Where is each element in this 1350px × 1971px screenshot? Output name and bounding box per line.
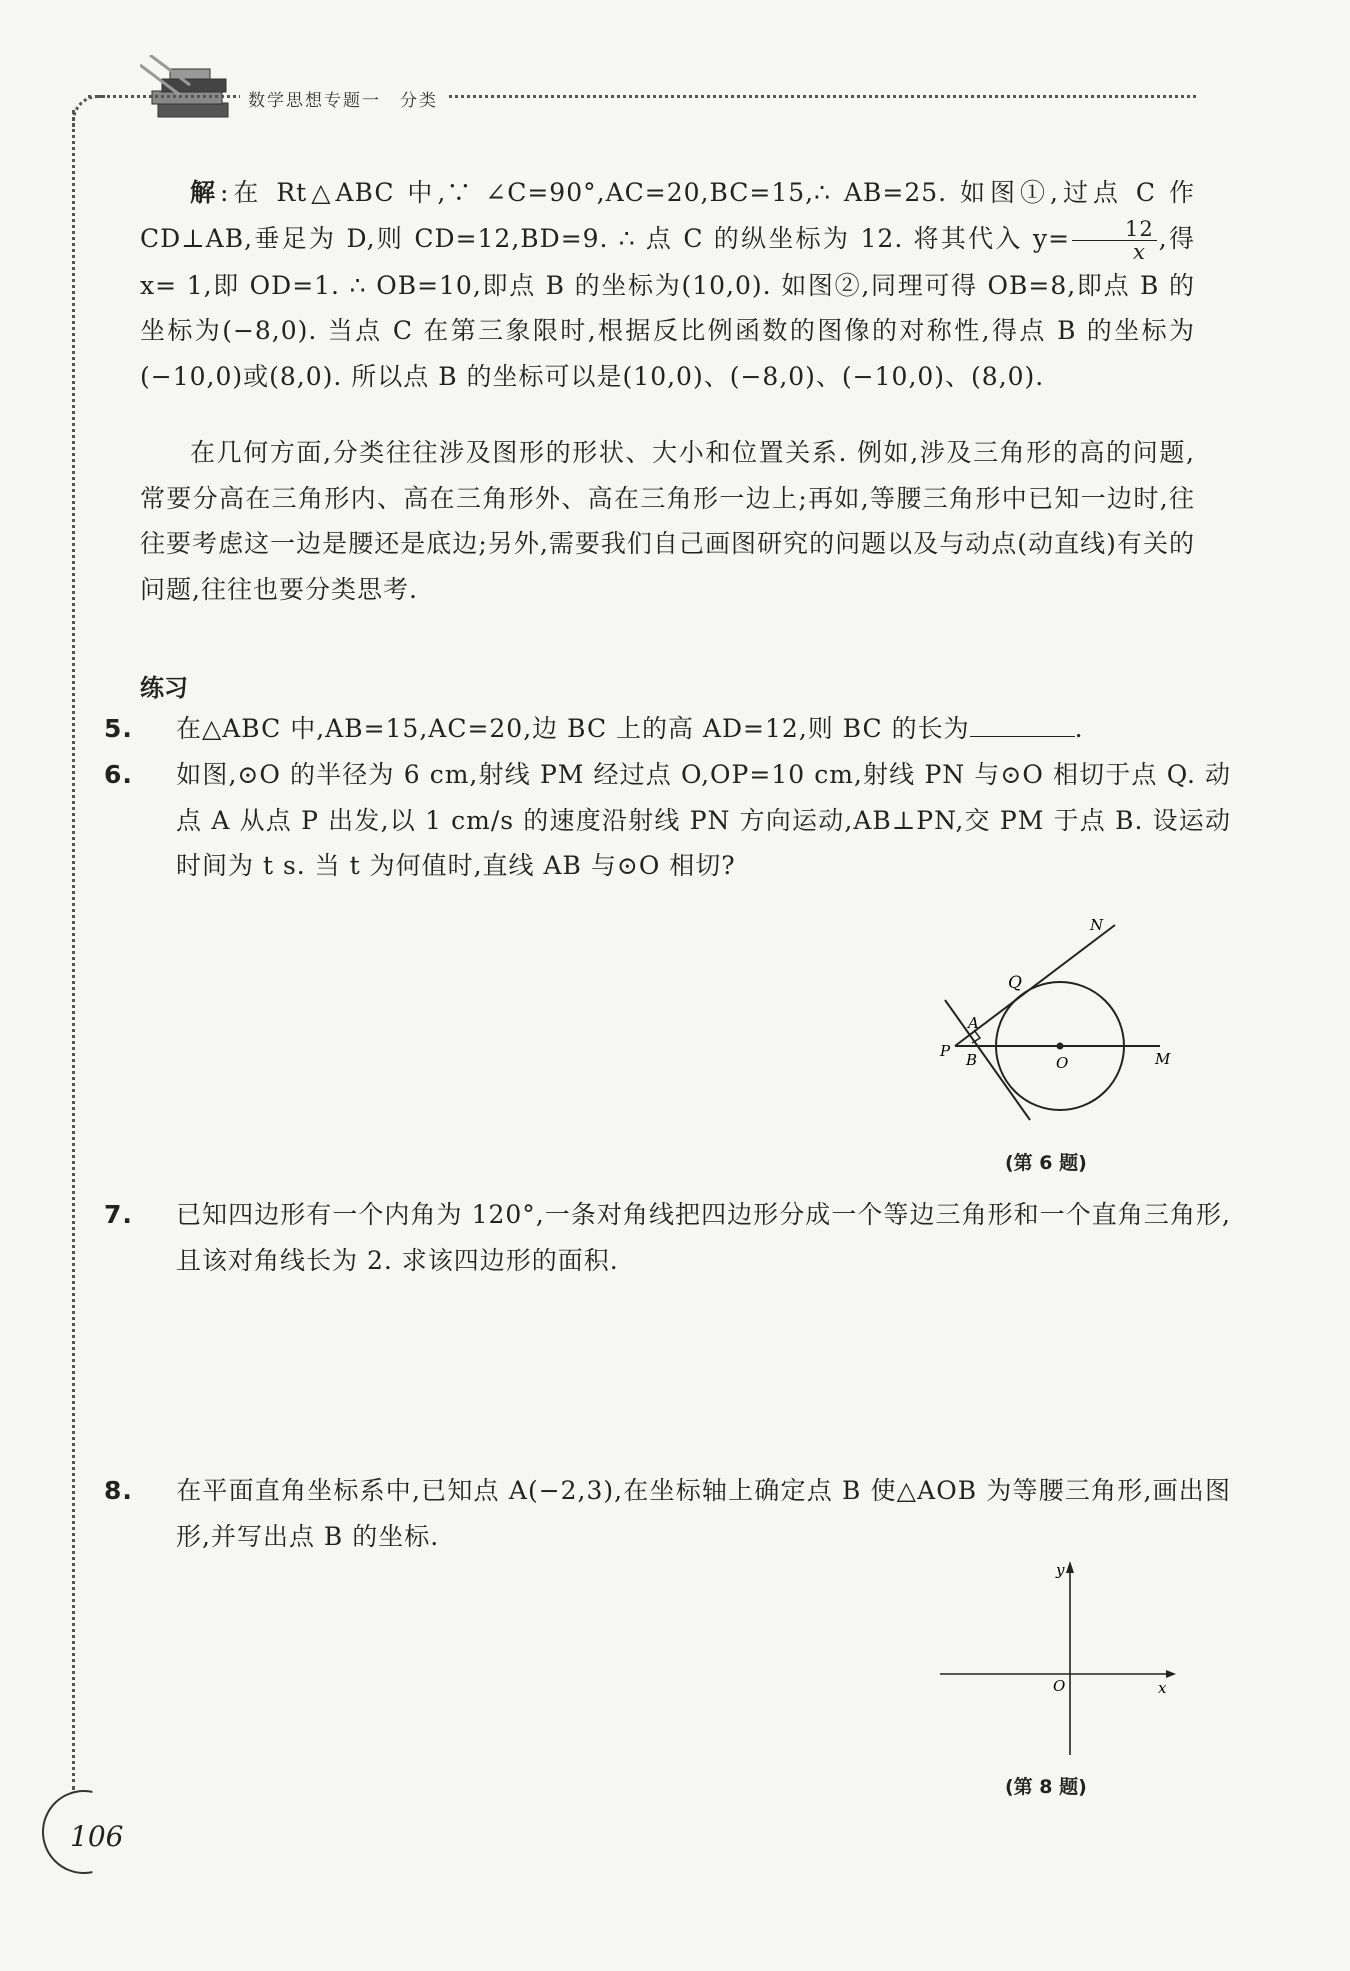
geometry-paragraph: 在几何方面,分类往往涉及图形的形状、大小和位置关系. 例如,涉及三角形的高的问题,常要分高在三角形内、高在三角形外、高在三角形一边上;再如,等腰三角形中已知一边时,往往要考虑这一边是腰还是底边;另外,需要我们自己画图研究的问题以及与动点(动直线)有关的问题,往往也要分类思考. <box>140 438 1195 604</box>
question-8 <box>104 1468 1231 1559</box>
question-text: 在平面直角坐标系中,已知点 A(−2,3),在坐标轴上确定点 B 使△AOB 为等腰三角形,画出图形,并写出点 B 的坐标. <box>176 1476 1231 1551</box>
question-tail: . <box>1074 714 1084 743</box>
question-number: 5. <box>104 714 133 743</box>
line-ab <box>945 1000 1030 1120</box>
solution-line-1: :在 Rt△ABC 中,∵ ∠C=90°,AC=20,BC=15,∴ AB=25. 如图①,过点 C 作 <box>220 178 1195 207</box>
y-axis-arrow-icon <box>1066 1561 1074 1573</box>
exercise-title: 练习 <box>140 674 188 702</box>
question-5 <box>104 706 1231 752</box>
question-text: 已知四边形有一个内角为 120°,一条对角线把四边形分成一个等边三角形和一个直角三角形,且该对角线长为 2. 求该四边形的面积. <box>176 1200 1231 1275</box>
running-header: 数学思想专题一 分类 <box>240 86 446 111</box>
solution-paragraph <box>140 170 1195 399</box>
label-a: A <box>968 1014 979 1032</box>
label-x: x <box>1158 1679 1167 1697</box>
page-number: 106 <box>70 1820 124 1853</box>
fraction-numerator: 12 <box>1072 218 1157 241</box>
label-p: P <box>940 1042 951 1060</box>
label-o: O <box>1056 1054 1069 1072</box>
label-y: y <box>1056 1561 1065 1579</box>
label-m: M <box>1155 1050 1171 1068</box>
question-6 <box>104 752 1231 889</box>
ray-pn <box>955 925 1115 1046</box>
side-rule <box>72 110 75 1790</box>
question-text: 在△ABC 中,AB=15,AC=20,边 BC 上的高 AD=12,则 BC 的长为 <box>176 714 970 743</box>
solution-line-3: ,得 x= <box>140 223 1195 300</box>
question-text: 如图,⊙O 的半径为 6 cm,射线 PM 经过点 O,OP=10 cm,射线 PN 与⊙O 相切于点 Q. 动点 A 从点 P 出发,以 1 cm/s 的速度沿射线 PN 方向运动,AB⊥PN,交 PM 于点 B. 设运动时间为 t s. 当 t 为何值时,直线 AB 与⊙O 相切? <box>176 760 1231 880</box>
question-7 <box>104 1192 1231 1283</box>
solution-label: 解 <box>190 178 220 207</box>
answer-blank[interactable] <box>970 714 1075 737</box>
x-axis-arrow-icon <box>1166 1670 1176 1678</box>
label-b: B <box>966 1051 978 1069</box>
figure-6-caption: (第 6 题) <box>1005 1152 1087 1174</box>
question-number: 8. <box>104 1476 133 1505</box>
figure-6-diagram <box>930 910 1190 1140</box>
page-corner-frame <box>72 95 105 128</box>
center-point <box>1057 1043 1064 1050</box>
question-number: 7. <box>104 1200 133 1229</box>
label-n: N <box>1090 916 1104 934</box>
label-q: Q <box>1008 973 1022 993</box>
label-origin: O <box>1053 1677 1066 1695</box>
fraction-denominator: x <box>1132 239 1146 264</box>
figure-8-caption: (第 8 题) <box>1005 1776 1087 1798</box>
solution-line-4: 1,即 OD=1. ∴ OB=10,即点 B 的坐标为(10,0). 如图②,同理可得 OB=8,即点 B 的坐标为(−8,0). 当点 C 在第三象限时,根据反比例函数的图像的对称性,得点 B 的坐标为(−10,0)或(8,0). 所以点 B 的坐标可以是(10,0)、(−8,0)、(−10,0)、(8,0). <box>140 270 1196 391</box>
figure-8-axes <box>930 1555 1190 1755</box>
question-number: 6. <box>104 760 133 789</box>
solution-line-2: CD⊥AB,垂足为 D,则 CD=12,BD=9. ∴ 点 C 的纵坐标为 12. 将其代入 y= <box>140 223 1071 253</box>
fraction <box>1072 218 1157 263</box>
